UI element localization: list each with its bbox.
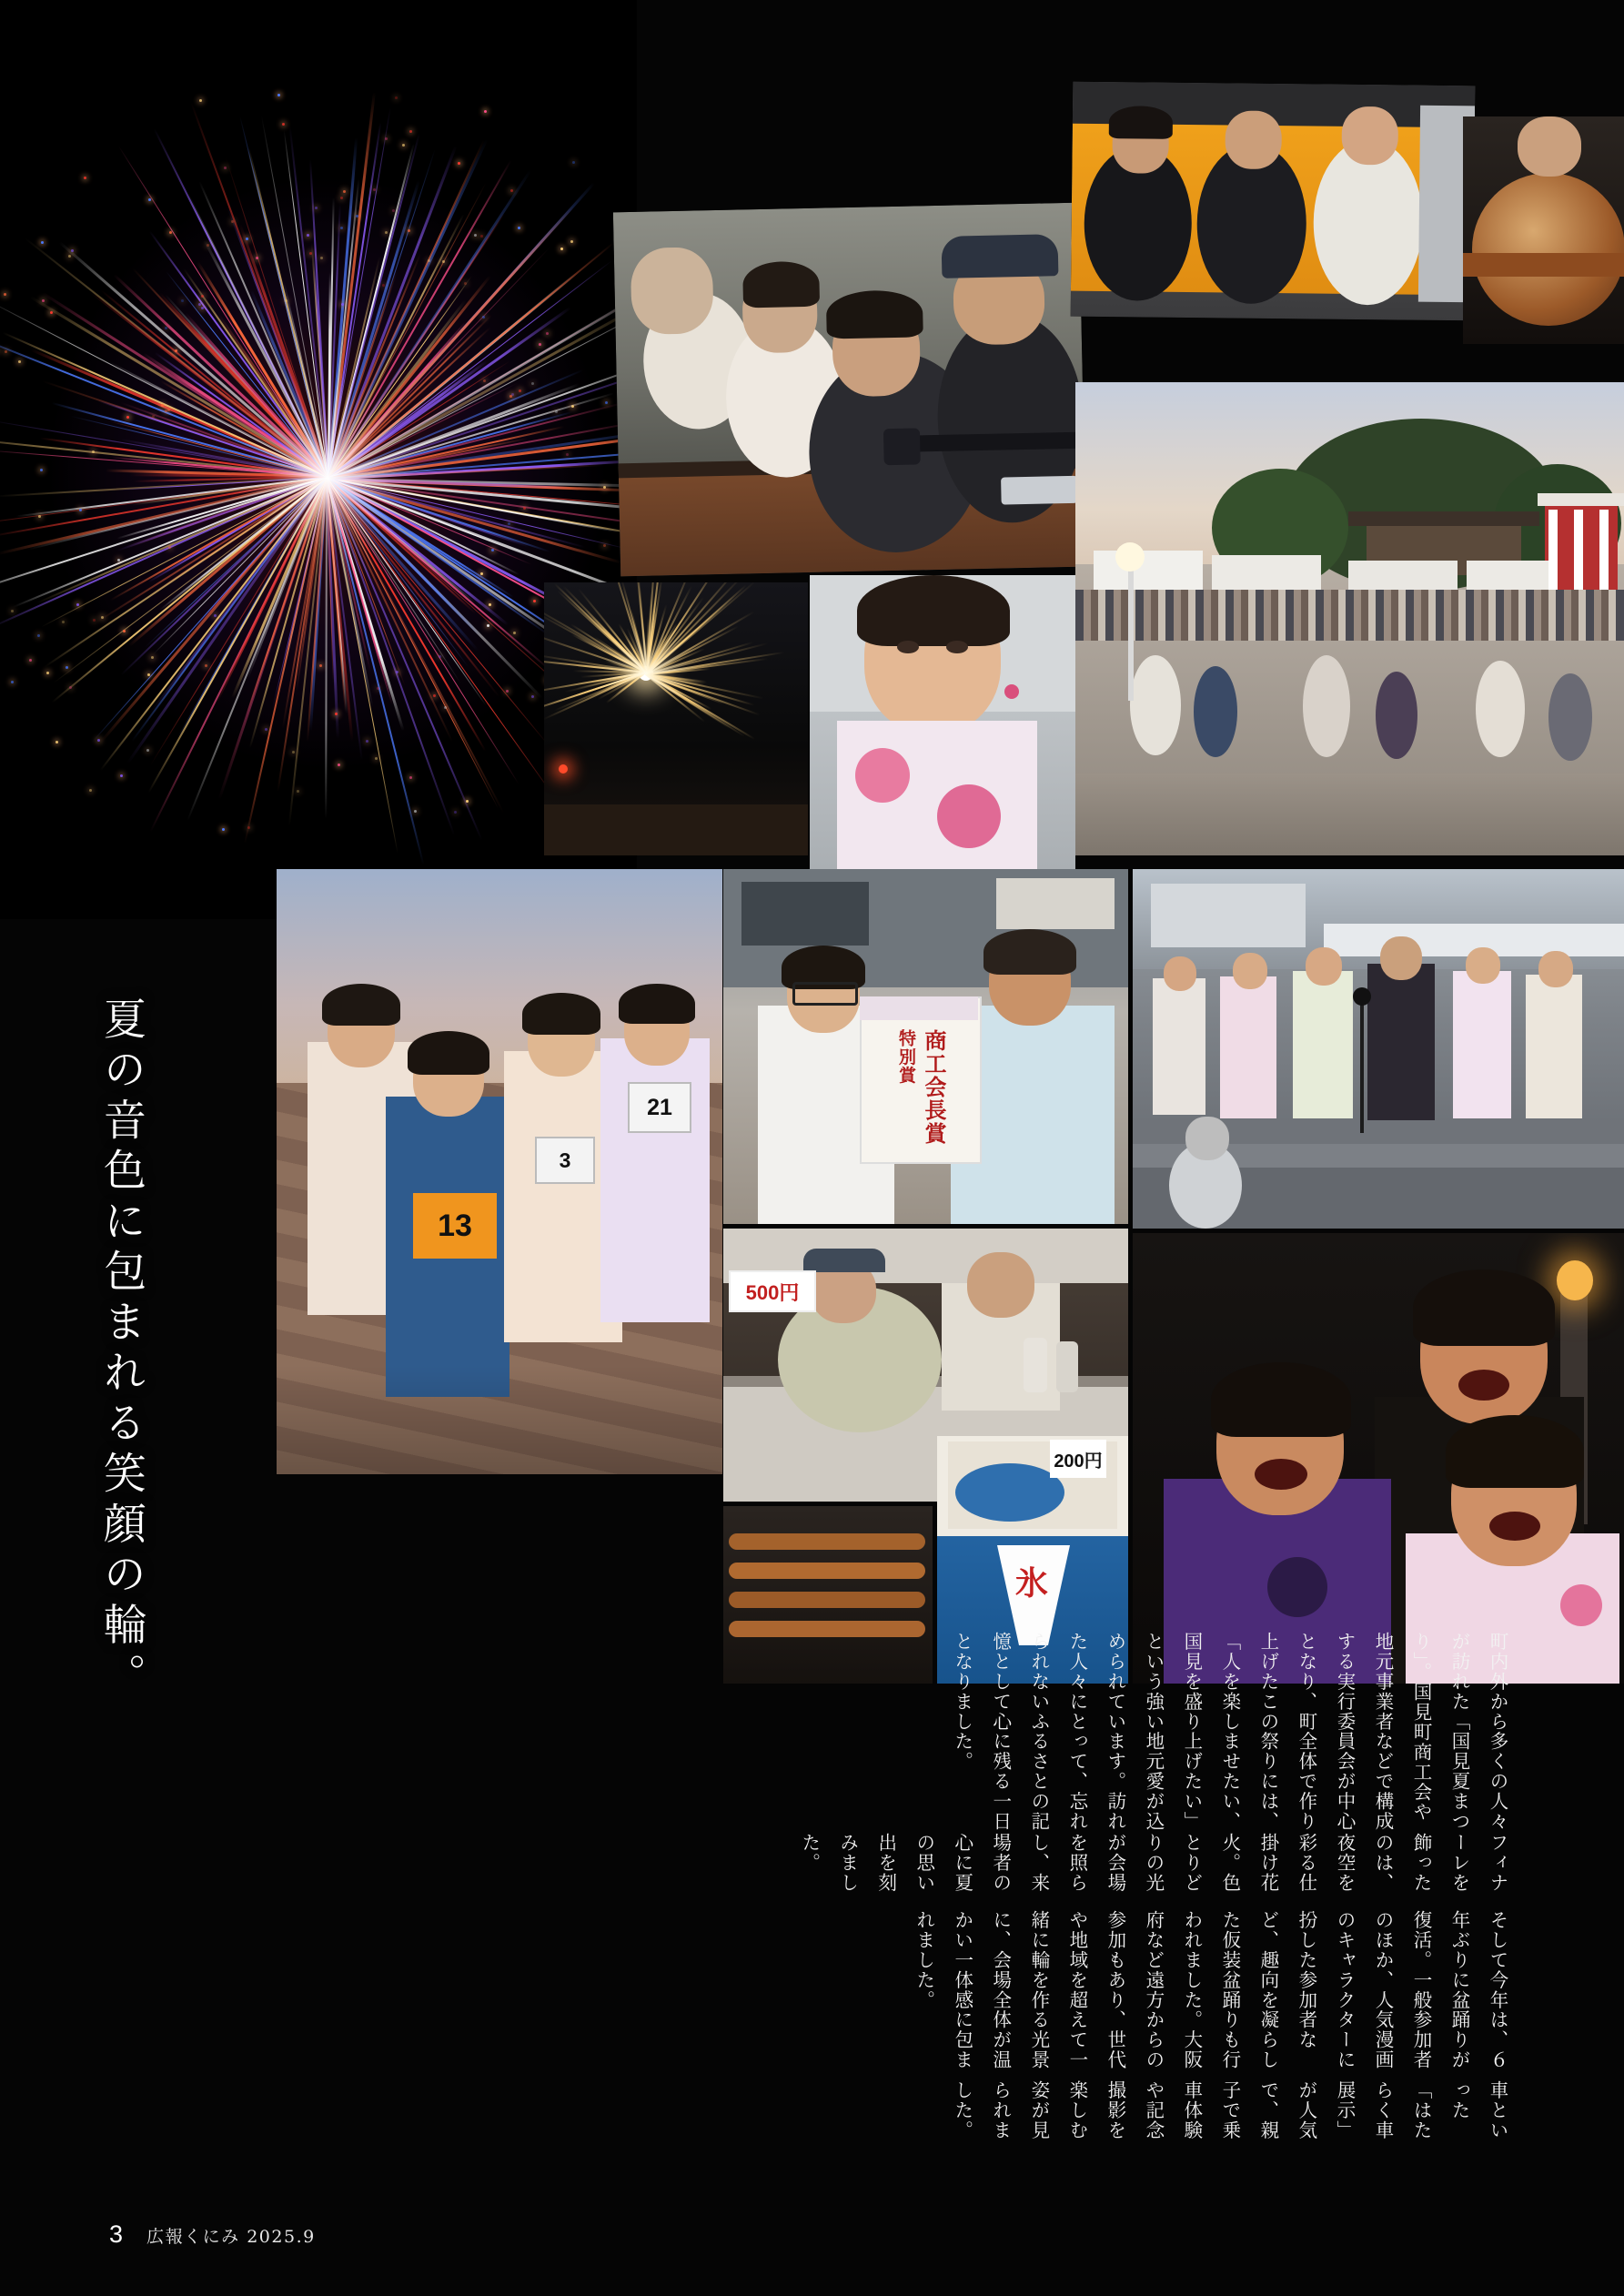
article-body	[791, 1632, 1517, 2141]
photo-number-badge-13: 13	[413, 1193, 497, 1259]
award-sign-line1: 特別賞	[896, 1029, 915, 1085]
photo-award-ceremony	[723, 869, 1128, 1224]
photo-bon-odori-kids	[277, 869, 722, 1474]
kakigori-sign: 氷	[1015, 1564, 1049, 1603]
publication-name: 広報くにみ 2025.9	[146, 2227, 316, 2247]
article-paragraph: そして今年は、６年ぶりに盆踊りが復活。一般参加者のほか、人気漫画のキャラクターに扮した参加者など、趣向を凝らした仮装盆踊りも行われました。大阪府など遠方からの参加もあり、世代や地域を超えて一緒に輪を作る光景に、会場全体が温かい一体感に包まれました。	[913, 1909, 1508, 2070]
article-paragraph: フィナーレを飾ったのは、夜空を彩る仕掛け花火。色とりどりの光が会場を照らし、来場者の心に夏の思い出を刻みました。	[798, 1833, 1508, 1893]
photo-number-badge-21: 21	[628, 1082, 691, 1133]
award-sign-line2: 商工会長賞	[921, 1029, 944, 1146]
article-paragraph: 車といった「はたらく車展示」が人気で、親子で乗車体験や記念撮影を楽しむ姿が見られました。	[951, 2080, 1508, 2141]
photo-fireworks-main	[0, 0, 637, 919]
photo-shooting-game-kids	[613, 203, 1086, 577]
photo-yukata-girl	[810, 575, 1075, 875]
page-number: 3	[109, 2220, 124, 2248]
price-label-200: 200円	[1050, 1440, 1106, 1478]
photo-laughing-children	[1133, 1233, 1624, 1684]
photo-stage-performers	[1071, 82, 1476, 321]
photo-costume-stage	[1133, 869, 1624, 1229]
price-label-500: 500円	[729, 1270, 816, 1312]
page-headline: 夏の音色に包まれる笑顔の輪。	[96, 996, 146, 1704]
photo-festival-grounds	[1075, 382, 1624, 855]
article-paragraph: 町内外から多くの人々が訪れた「国見夏まつり」。国見町商工会や地元事業者などで構成する実行委員会が中心となり、町全体で作り上げたこの祭りには、「人を楽しませたい、国見を盛り上げたい」という強い地元愛が込められています。訪れた人々にとって、忘れられないふるさとの記憶として心に残る一日となりました。	[951, 1632, 1508, 1832]
photo-number-badge-3: 3	[535, 1137, 595, 1184]
photo-sparkler	[544, 582, 808, 855]
photo-taiko-drum	[1463, 116, 1624, 344]
page-footer	[109, 2220, 316, 2249]
